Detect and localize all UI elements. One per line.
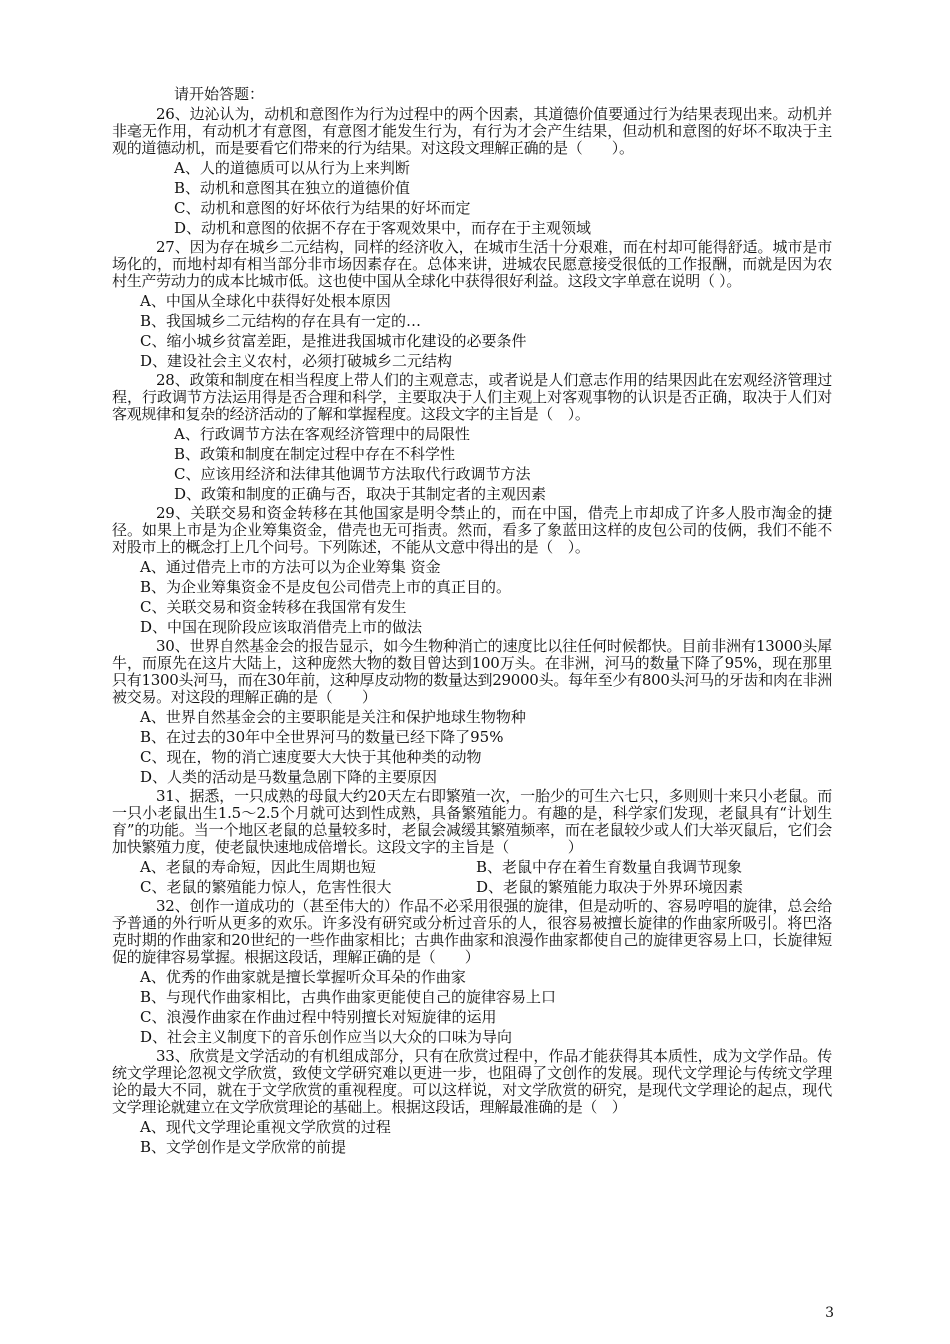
question-26: [112, 106, 832, 238]
option-a: A、优秀的作曲家就是擅长掌握听众耳朵的作曲家: [140, 968, 466, 986]
option-c: C、缩小城乡贫富差距，是推进我国城市化建设的必要条件: [140, 332, 527, 350]
option-c: C、动机和意图的好坏依行为结果的好坏而定: [174, 199, 471, 217]
option-c: C、浪漫作曲家在作曲过程中特别擅长对短旋律的运用: [140, 1008, 497, 1026]
option-b: B、文学创作是文学欣常的前提: [140, 1138, 347, 1156]
question-29: [112, 505, 832, 637]
option-b: B、动机和意图其在独立的道德价值: [174, 179, 411, 197]
options-row: [112, 877, 832, 897]
question-stem: 27、因为存在城乡二元结构，同样的经济收入，在城市生活十分艰难，而在村却可能得舒适。城市是市场化的，而地村却有相当部分非市场因素存在。总体来讲，进城农民愿意接受很低的工作报酬，而就是因为农村生产劳动力的成本比城市低。这也使中国从全球化中获得很好利益。这段文字单意在说明（ ）。: [112, 238, 832, 290]
option-b: B、在过去的30年中全世界河马的数量已经下降了95%: [140, 728, 504, 746]
question-33: [112, 1048, 832, 1157]
page-number: 3: [825, 1305, 834, 1321]
question-stem: 32、创作一道成功的（甚至伟大的）作品不必采用很强的旋律，但是动听的、容易哼唱的旋律，总会给予普通的外行听从更多的欢乐。许多没有研究或分析过音乐的人，很容易被擅长旋律的作曲家所吸引。将巴洛克时期的作曲家和20世纪的一些作曲家相比；古典作曲家和浪漫作曲家都使自己的旋律更容易上口，长旋律短促的旋律容易掌握。根据这段话，理解正确的是（ ）: [112, 897, 832, 966]
option-d: D、中国在现阶段应该取消借壳上市的做法: [140, 618, 423, 636]
option-b: B、老鼠中存在着生育数量自我调节现象: [476, 858, 743, 876]
option-d: D、老鼠的繁殖能力取决于外界环境因素: [476, 878, 744, 896]
options-row: [112, 857, 832, 877]
question-stem: 29、关联交易和资金转移在其他国家是明令禁止的，而在中国，借壳上市却成了许多人股市淘金的捷径。如果上市是为企业筹集资金，借壳也无可指责。然而，看多了象蓝田这样的皮包公司的伎俩，我们不能不对股市上的概念打上几个问号。下列陈述，不能从文意中得出的是（ ）。: [112, 504, 832, 556]
option-a: A、通过借壳上市的方法可以为企业筹集 资金: [140, 558, 441, 576]
option-a: A、现代文学理论重视文学欣赏的过程: [140, 1118, 391, 1136]
option-a: A、中国从全球化中获得好处根本原因: [140, 292, 391, 310]
option-c: C、老鼠的繁殖能力惊人，危害性很大: [140, 878, 392, 896]
option-c: C、关联交易和资金转移在我国常有发生: [140, 598, 407, 616]
intro-text: 请开始答题：: [174, 85, 265, 103]
option-d: D、动机和意图的依据不存在于客观效果中，而存在于主观领域: [174, 219, 592, 237]
option-a: A、人的道德质可以从行为上来判断: [174, 159, 410, 177]
option-b: B、我国城乡二元结构的存在具有一定的…: [140, 312, 422, 330]
question-27: [112, 239, 832, 371]
question-stem: 31、据悉，一只成熟的母鼠大约20天左右即繁殖一次，一胎少的可生六七只，多则则十来只小老鼠。而一只小老鼠出生1.5～2.5个月就可达到性成熟，具备繁殖能力。有趣的是，科学家们发现，老鼠具有“计划生育”的功能。当一个地区老鼠的总量较多时，老鼠会减缓其繁殖频率，而在老鼠较少或人们大举灭鼠后，它们会加快繁殖力度，使老鼠快速地成倍增长。这段文字的主旨是（ ）: [112, 787, 832, 856]
option-b: B、为企业筹集资金不是皮包公司借壳上市的真正目的。: [140, 578, 512, 596]
question-stem: 26、边沁认为，动机和意图作为行为过程中的两个因素，其道德价值要通过行为结果表现出来。动机并非毫无作用，有动机才有意图，有意图才能发生行为，有行为才会产生结果，但动机和意图的好坏不取决于主观的道德动机，而是要看它们带来的行为结果。对这段文理解正确的是（ ）。: [112, 105, 832, 157]
option-b: B、与现代作曲家相比，古典作曲家更能使自己的旋律容易上口: [140, 988, 557, 1006]
question-31: [112, 788, 832, 897]
question-32: [112, 898, 832, 1047]
question-stem: 33、欣赏是文学活动的有机组成部分，只有在欣赏过程中，作品才能获得其本质性，成为文学作品。传统文学理论忽视文学欣赏，致使文学研究难以更进一步，也阻碍了文创作的发展。现代文学理论与传统文学理论的最大不同，就在于文学欣赏的重视程度。可以这样说，对文学欣赏的研究，是现代文学理论的起点，现代文学理论就建立在文学欣赏理论的基础上。根据这段话，理解最准确的是（ ）: [112, 1047, 832, 1116]
option-c: C、应该用经济和法律其他调节方法取代行政调节方法: [174, 465, 531, 483]
question-stem: 28、政策和制度在相当程度上带人们的主观意志，或者说是人们意志作用的结果因此在宏观经济管理过程，行政调节方法运用得是否合理和科学，主要取决于人们主观上对客观事物的认识是否正确，取决于人们对客观规律和复杂的经济活动的了解和掌握程度。这段文字的主旨是（ ）。: [112, 371, 832, 423]
question-content: [112, 84, 832, 1158]
option-d: D、建设社会主义农村，必须打破城乡二元结构: [140, 352, 453, 370]
option-a: A、老鼠的寿命短，因此生周期也短: [140, 858, 376, 876]
option-d: D、人类的活动是马数量急剧下降的主要原因: [140, 768, 438, 786]
option-c: C、现在，物的消亡速度要大大快于其他种类的动物: [140, 748, 482, 766]
question-30: [112, 638, 832, 787]
question-stem: 30、世界自然基金会的报告显示，如今生物种消亡的速度比以往任何时候都快。目前非洲有13000头犀牛，而原先在这片大陆上，这种庞然大物的数目曾达到100万头。在非洲，河马的数量下降了95%，现在那里只有1300头河马，而在30年前，这种厚皮动物的数量达到29000头。每年至少有800头河马的牙齿和肉在非洲被交易。对这段的理解正确的是（ ）: [112, 637, 832, 706]
option-b: B、政策和制度在制定过程中存在不科学性: [174, 445, 456, 463]
option-a: A、世界自然基金会的主要职能是关注和保护地球生物物种: [140, 708, 526, 726]
option-a: A、行政调节方法在客观经济管理中的局限性: [174, 425, 470, 443]
option-d: D、社会主义制度下的音乐创作应当以大众的口味为导向: [140, 1028, 513, 1046]
option-d: D、政策和制度的正确与否，取决于其制定者的主观因素: [174, 485, 547, 503]
question-28: [112, 372, 832, 504]
